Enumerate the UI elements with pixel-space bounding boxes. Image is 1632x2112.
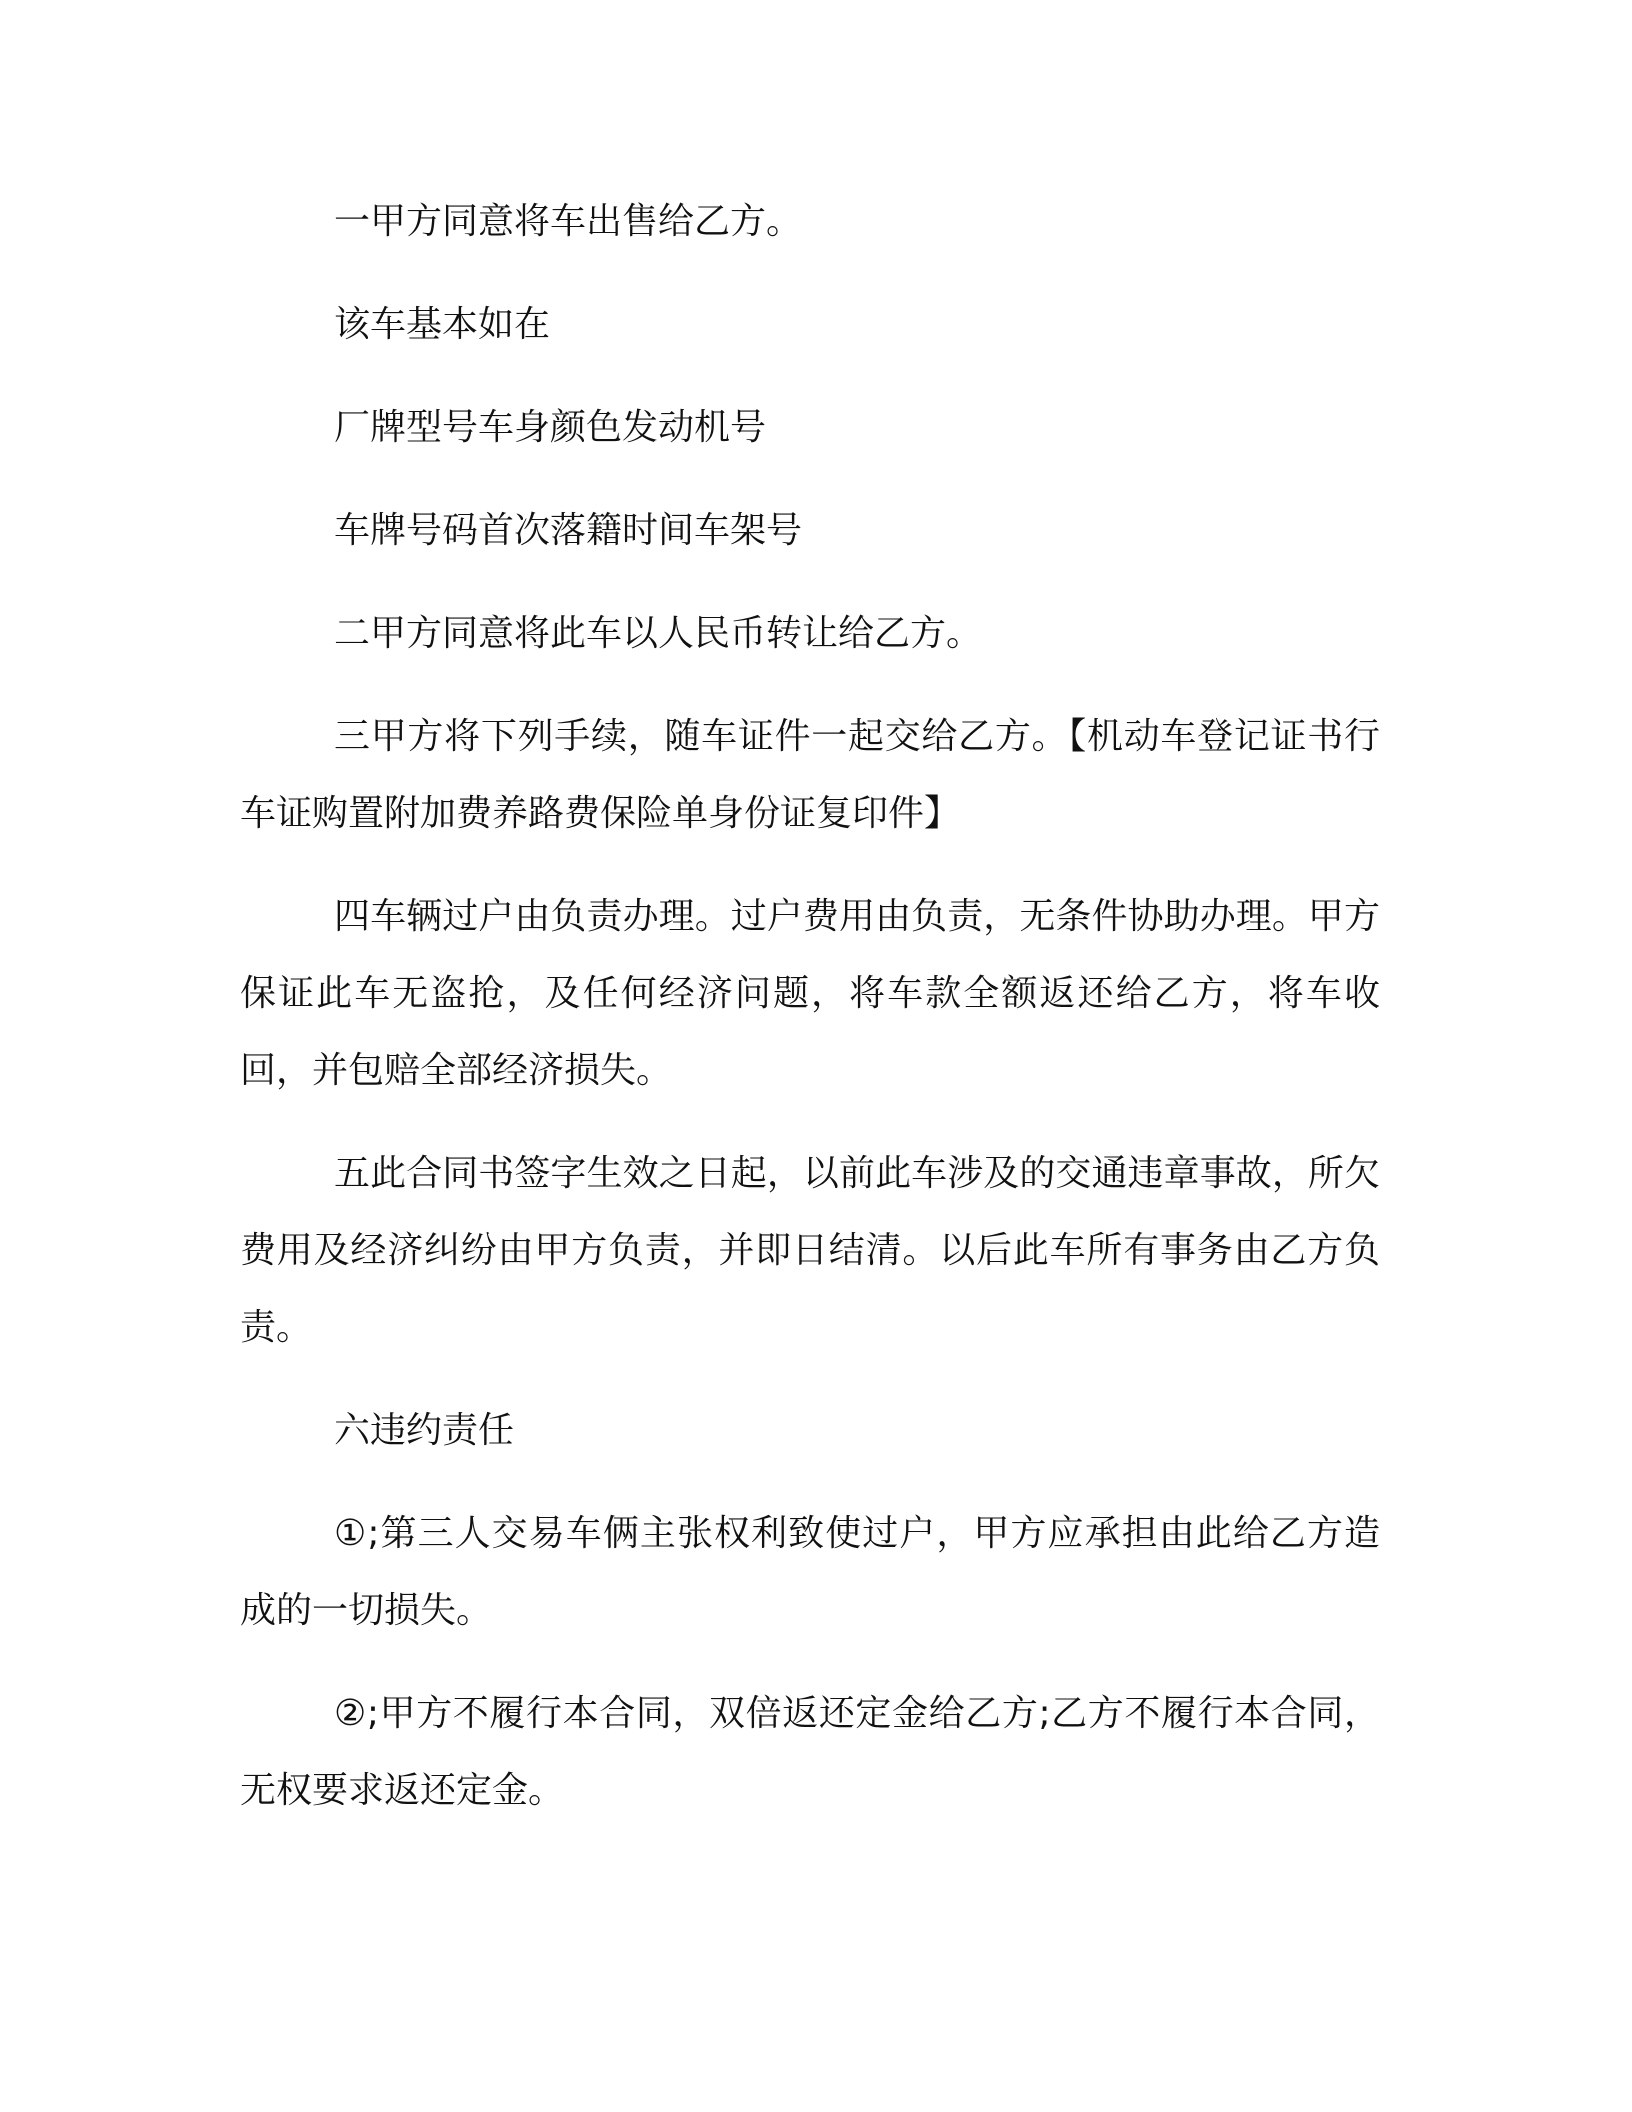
vehicle-info-heading: 该车基本如在 (334, 304, 551, 345)
clause-3-paragraph: 三甲方将下列手续，随车证件一起交给乙方。【机动车登记证书行车证购置附加费养路费保险单身份证复印件】 (240, 716, 1380, 834)
liability-item-1: ①;第三人交易车俩主张权利致使过户，甲方应承担由此给乙方造成的一切损失。 (240, 1513, 1380, 1631)
contract-body (240, 183, 1380, 1855)
clause-4-paragraph: 四车辆过户由负责办理。过户费用由负责，无条件协助办理。甲方保证此车无盗抢，及任何经济问题，将车款全额返还给乙方，将车收回，并包赔全部经济损失。 (240, 896, 1380, 1091)
liability-item-2: ②;甲方不履行本合同，双倍返还定金给乙方;乙方不履行本合同，无权要求返还定金。 (240, 1693, 1380, 1811)
vehicle-fields-line-1: 厂牌型号车身颜色发动机号 (334, 407, 767, 448)
clause-1-paragraph: 一甲方同意将车出售给乙方。 (334, 201, 803, 242)
clause-2-paragraph: 二甲方同意将此车以人民币转让给乙方。 (334, 613, 983, 654)
clause-5-paragraph: 五此合同书签字生效之日起，以前此车涉及的交通违章事故，所欠费用及经济纠纷由甲方负责，并即日结清。以后此车所有事务由乙方负责。 (240, 1153, 1380, 1348)
clause-6-heading: 六违约责任 (334, 1410, 515, 1451)
vehicle-fields-line-2: 车牌号码首次落籍时间车架号 (334, 510, 803, 551)
